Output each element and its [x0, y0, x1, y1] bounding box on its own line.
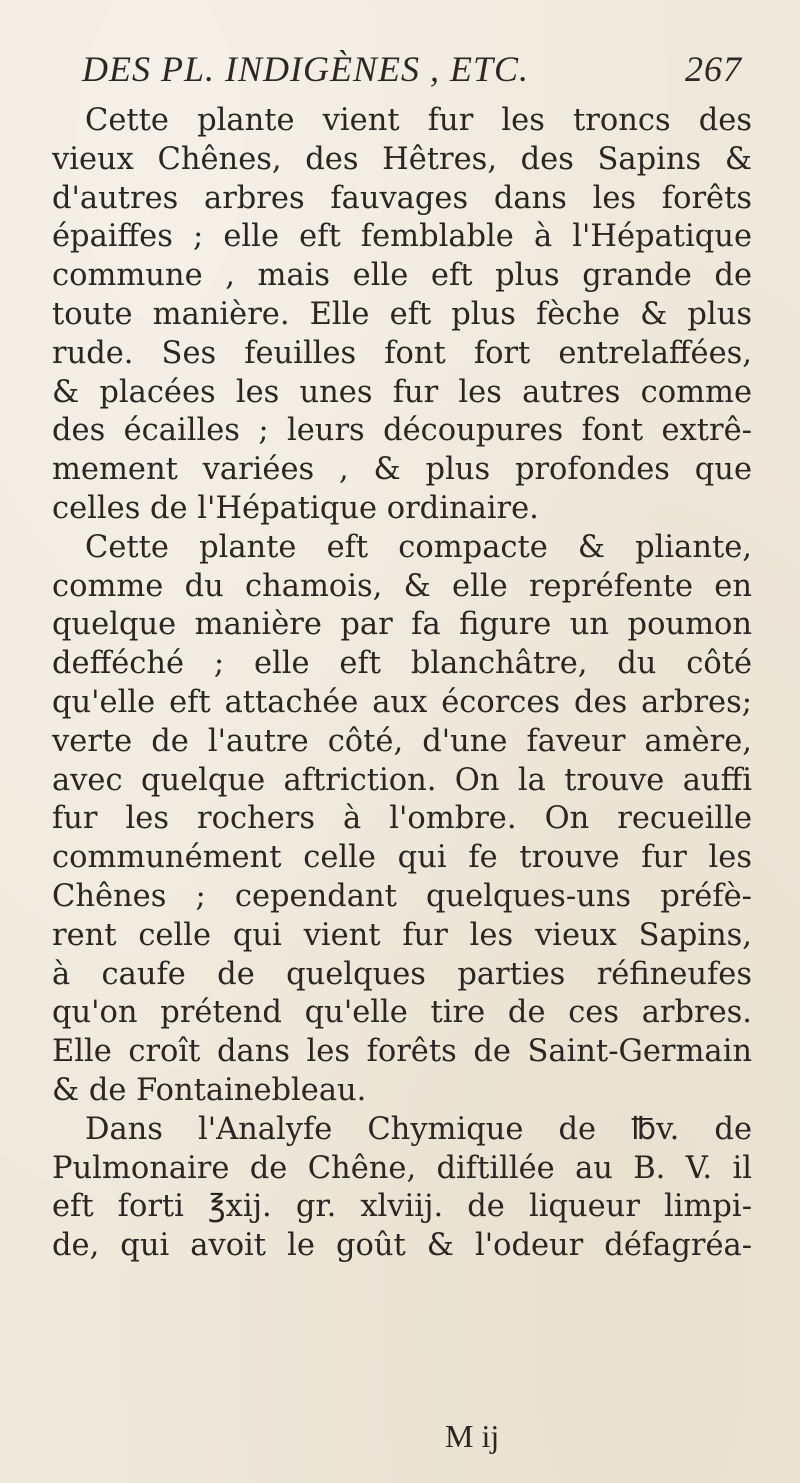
text-line: eft forti ℥xij. gr. xlviij. de liqueur limpi- [52, 1189, 752, 1225]
page-header [82, 48, 742, 98]
text-line: defféché ; elle eft blanchâtre, du côté [52, 646, 752, 682]
text-line: verte de l'autre côté, d'une faveur amère, [52, 723, 752, 759]
text-line: & de Fontainebleau. [52, 1072, 367, 1108]
text-line: & placées les unes fur les autres comme [52, 374, 752, 410]
text-line: à caufe de quelques parties réfineufes [52, 956, 752, 992]
page-number: 267 [685, 49, 742, 89]
text-line: fur les rochers à l'ombre. On recueille [52, 801, 752, 837]
text-line: Cette plante eft compacte & pliante, [85, 529, 752, 565]
text-line: communément celle qui fe trouve fur les [52, 840, 752, 876]
text-line: qu'on prétend qu'elle tire de ces arbres. [52, 995, 752, 1031]
text-line: comme du chamois, & elle repréfente en [52, 568, 752, 604]
text-line: toute manière. Elle eft plus fèche & plus [52, 296, 752, 332]
text-line: qu'elle eft attachée aux écorces des arbres; [52, 684, 752, 720]
text-line: des écailles ; leurs découpures font extrê- [52, 413, 752, 449]
text-line: vieux Chênes, des Hêtres, des Sapins & [52, 141, 752, 177]
text-line: mement variées , & plus profondes que [52, 452, 752, 488]
text-line: épaiffes ; elle eft femblable à l'Hépatique [52, 219, 752, 255]
body-text [52, 102, 752, 1266]
text-line: Dans l'Analyfe Chymique de ℔v. de [85, 1111, 752, 1147]
text-line: rude. Ses feuilles font fort entrelaffées, [52, 335, 752, 371]
running-title: DES PL. INDIGÈNES , ETC. [82, 49, 529, 89]
text-line: Pulmonaire de Chêne, diftillée au B. V. il [52, 1150, 752, 1186]
text-line: celles de l'Hépatique ordinaire. [52, 490, 539, 526]
text-line: Elle croît dans les forêts de Saint-Germain [52, 1034, 752, 1070]
text-line: de, qui avoit le goût & l'odeur défagréa- [52, 1228, 752, 1264]
catchword-signature: M ij [445, 1418, 500, 1454]
text-line: commune , mais elle eft plus grande de [52, 258, 752, 294]
text-line: d'autres arbres fauvages dans les forêts [52, 180, 752, 216]
text-line: quelque manière par fa figure un poumon [52, 607, 752, 643]
text-line: Chênes ; cependant quelques-uns préfè- [52, 878, 752, 914]
text-line: rent celle qui vient fur les vieux Sapins, [52, 917, 752, 953]
text-line: avec quelque aftriction. On la trouve auffi [52, 762, 752, 798]
text-line: Cette plante vient fur les troncs des [85, 103, 752, 138]
